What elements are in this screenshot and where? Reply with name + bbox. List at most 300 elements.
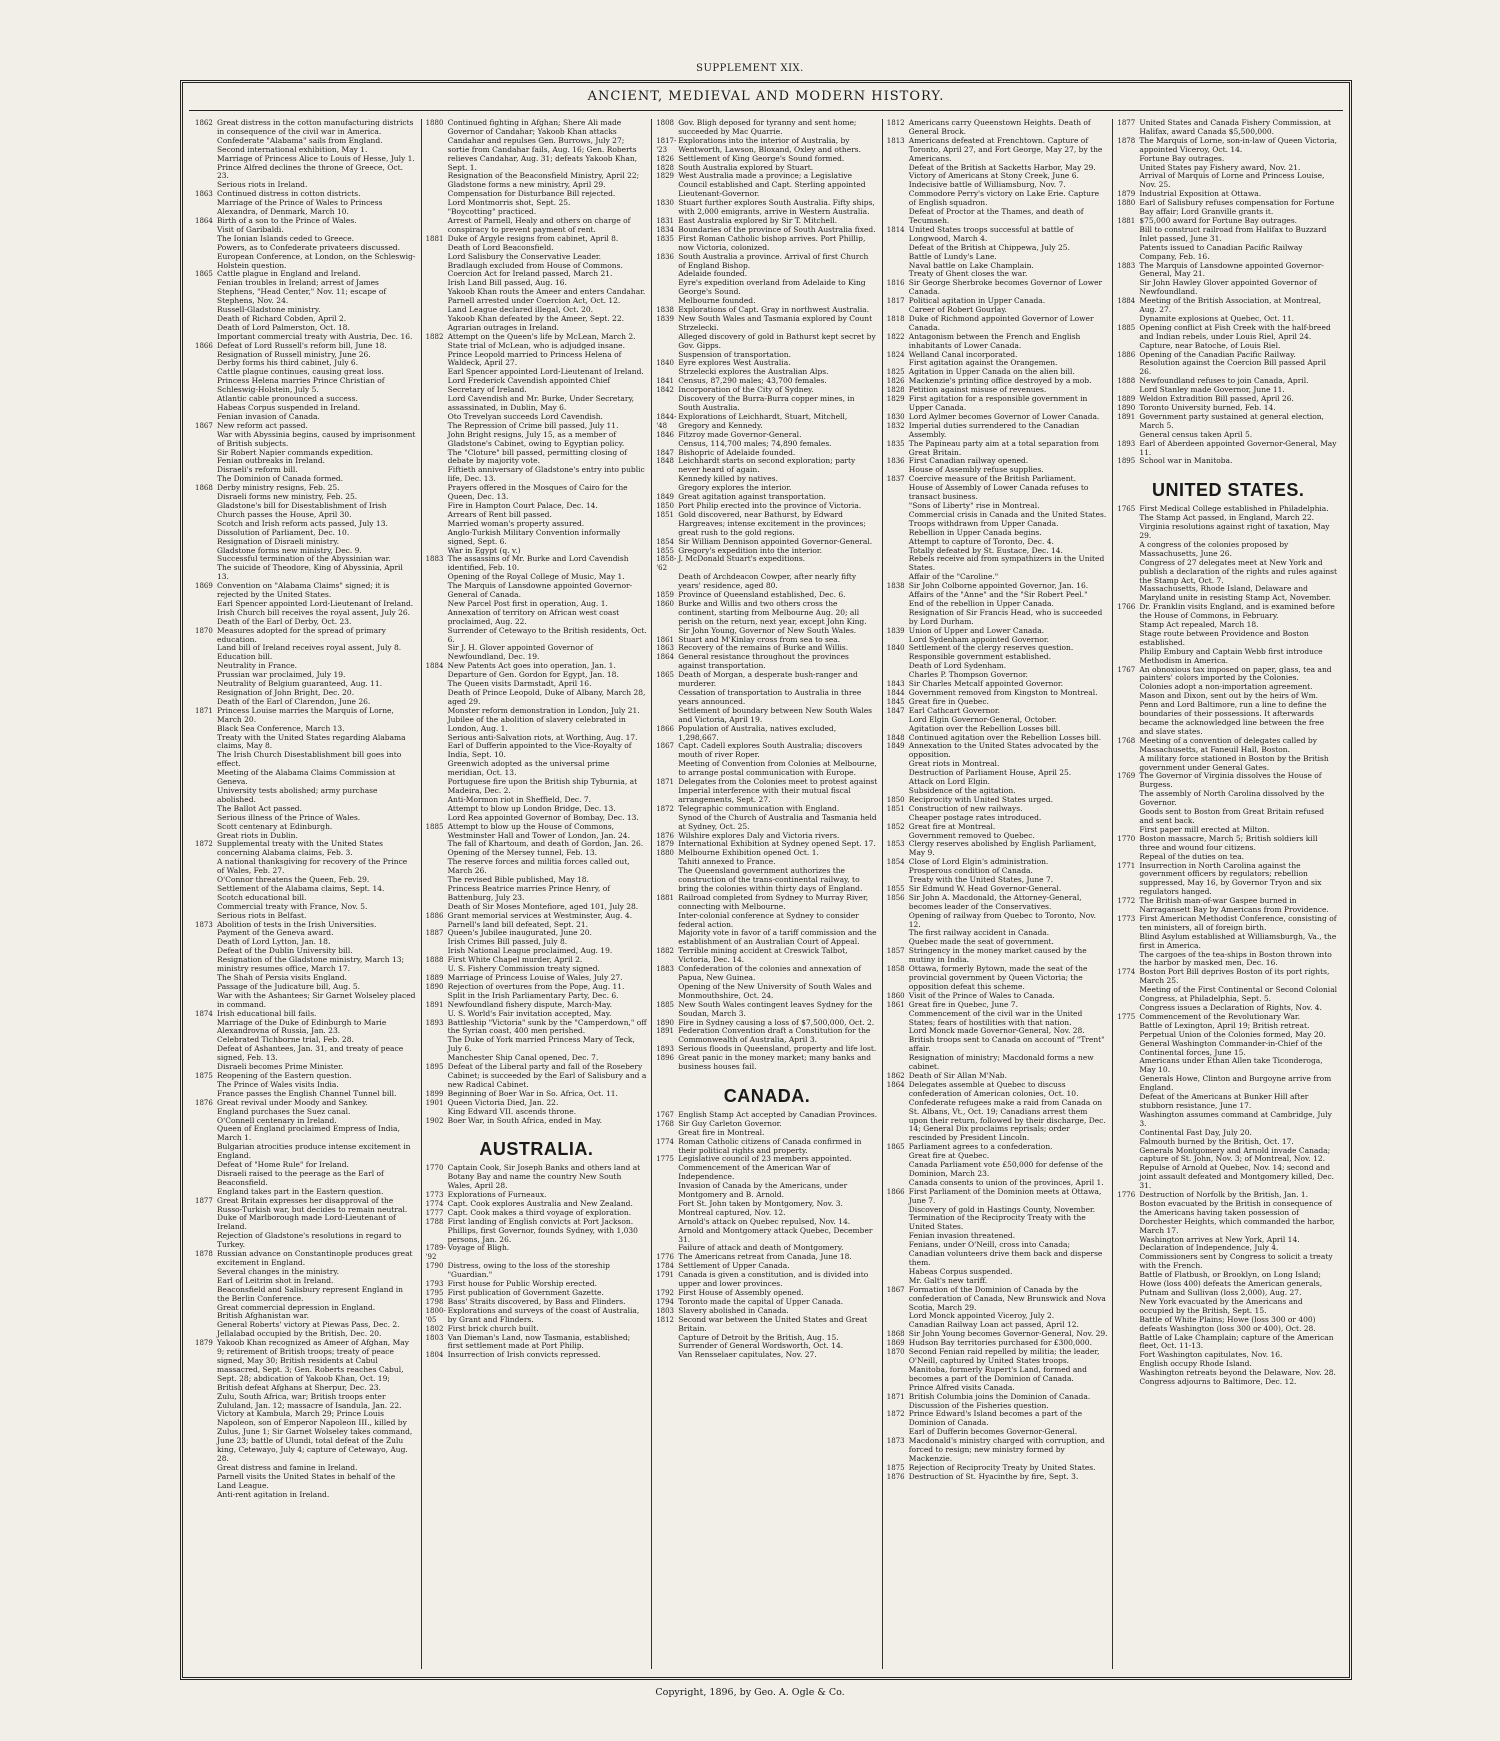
entry-year <box>426 351 448 369</box>
entry-year: 1834 <box>656 225 675 234</box>
history-entry <box>887 422 1109 440</box>
entry-text: Commencement of the civil war in the United States; fears of hostilities with that nation. <box>908 1008 1083 1027</box>
entry-text: Strzelecki explores the Australian Alps. <box>678 367 829 377</box>
entry-year <box>426 885 448 903</box>
entry-year: 1868 <box>195 484 213 493</box>
entry-text: Sir George Sherbroke becomes Governor of Lower Canada. <box>908 278 1103 297</box>
history-entry <box>656 413 878 431</box>
entry-year <box>195 502 217 520</box>
entry-text: Great fire at Montreal. <box>908 821 996 831</box>
entry-text: Serious illness of the Prince of Wales. <box>217 812 361 822</box>
entry-text: Fenian troubles in Ireland; arrest of James Stephens, "Head Center," Nov. 11; escape of Stephens, Nov. 24. <box>217 278 387 306</box>
entry-year <box>887 244 909 253</box>
entry-year <box>195 805 217 814</box>
entry-text: West Australia made a province; a Legislative Council established and Capt. Sterling appointed Lieutenant-Governor. <box>678 171 866 199</box>
entry-year <box>195 395 217 404</box>
entry-text: General Washington Commander-in-Chief of the Continental forces, June 15. <box>1139 1038 1323 1057</box>
entry-text: Defeat of "Home Rule" for Ireland. <box>217 1160 349 1170</box>
entry-text: Agitation in Upper Canada on the alien bill. <box>908 367 1075 377</box>
entry-year: 1850 <box>886 795 905 804</box>
entry-text: The Irish Church Disestablishment bill goes into effect. <box>217 750 402 769</box>
entry-year: 1767 <box>656 1110 675 1119</box>
history-entry <box>426 1117 648 1126</box>
entry-text: Great Britain expresses her disapproval of the Russo-Turkish war, but decides to remain neutral. <box>217 1195 408 1214</box>
entry-text: Settlement of King George's Sound formed. <box>678 153 845 163</box>
entry-text: Earl of Salisbury refuses compensation for Fortune Bay affair; Lord Granville grants it. <box>1139 198 1335 217</box>
entry-year <box>195 814 217 823</box>
entry-text: First Roman Catholic bishop arrives. Port Phillip, now Victoria, colonized. <box>678 233 866 252</box>
entry-text: Fort Washington capitulates, Nov. 16. <box>1139 1350 1283 1360</box>
entry-text: Settlement of the clergy reserves question. <box>908 643 1074 653</box>
entry-year <box>887 938 909 947</box>
entry-year <box>1117 826 1139 835</box>
entry-text: Gladstone's bill for Disestablishment of Irish Church passes the House, April 30. <box>217 500 387 519</box>
entry-text: Confederate refugees make a raid from Canada on St. Albans, Vt., Oct. 19; Canadians arrest them upon their return, followed by their discharge, Dec. 14; General Dix proclaims reprisals; order rescinded by President Lincoln. <box>908 1097 1106 1143</box>
history-entry <box>1117 1298 1339 1316</box>
entry-year: 1865 <box>195 270 213 279</box>
entry-year <box>195 618 217 627</box>
entry-year: 1813 <box>886 136 905 145</box>
entry-text: House of Assembly of Lower Canada refuses to transact business. <box>908 483 1089 502</box>
entry-year <box>887 520 909 529</box>
history-entry <box>1117 790 1339 808</box>
entry-year: 1872 <box>195 840 213 849</box>
entry-text: Captain Cook, Sir Joseph Banks and others land at Botany Bay and name the country New South Wales, April 28. <box>447 1163 641 1191</box>
history-entry <box>656 235 878 253</box>
entry-year <box>656 1342 678 1351</box>
history-entry <box>426 1351 648 1360</box>
history-entry <box>656 742 878 760</box>
entry-year <box>426 1054 448 1063</box>
entry-year: 1889 <box>425 974 444 982</box>
entry-text: Toronto made the capital of Upper Canada. <box>678 1296 844 1306</box>
entry-year <box>195 787 217 805</box>
entry-year <box>887 636 909 645</box>
entry-text: The assembly of North Carolina dissolved by the Governor. <box>1139 789 1325 808</box>
entry-year <box>656 440 678 449</box>
entry-text: Antagonism between the French and English inhabitants of Lower Canada. <box>908 331 1081 350</box>
entry-text: Scott centenary at Edinburgh. <box>217 821 333 831</box>
entry-year <box>426 431 448 449</box>
entry-year <box>426 413 448 422</box>
entry-year <box>195 306 217 315</box>
entry-text: Kennedy killed by natives. <box>678 474 778 484</box>
entry-text: Telegraphic communication with England. <box>678 803 840 813</box>
entry-text: Great fire in Montreal. <box>678 1127 765 1137</box>
entry-text: New South Wales contingent leaves Sydney for the Soudan, March 3. <box>678 999 873 1018</box>
entry-text: Land bill of Ireland receives royal assent, July 8. <box>217 643 402 653</box>
entry-text: Opening conflict at Fish Creek with the half-breed and Indian rebels, under Louis Riel, April 24. <box>1139 322 1331 341</box>
entry-text: Defeat of the Dublin University bill. <box>217 946 353 956</box>
entry-year: 1868 <box>886 1330 905 1339</box>
entry-year <box>887 778 909 787</box>
entry-text: Successful termination of the Abyssinian war. <box>217 554 391 564</box>
entry-text: Annexation of territory on African west coast proclaimed, Aug. 22. <box>447 607 620 626</box>
entry-text: Battle of Lexington, April 19; British retreat. <box>1139 1020 1310 1030</box>
entry-year: 1863 <box>656 644 675 653</box>
history-entry <box>887 555 1109 573</box>
history-entry <box>1117 951 1339 969</box>
entry-year <box>656 1164 678 1182</box>
entry-text: First paper mill erected at Milton. <box>1139 824 1270 834</box>
entry-year <box>1117 933 1139 951</box>
entry-year <box>1117 523 1139 541</box>
entry-year <box>1117 1378 1139 1387</box>
entry-year: 1774 <box>1117 968 1136 977</box>
entry-year: 1878 <box>195 1250 213 1259</box>
entry-year: 1788 <box>425 1217 444 1226</box>
entry-year <box>656 1129 678 1138</box>
history-entry <box>426 529 648 547</box>
entry-year <box>195 1143 217 1161</box>
history-entry <box>426 778 648 796</box>
entry-text: Serious floods in Queensland, property and life lost. <box>678 1044 877 1054</box>
history-entry <box>887 947 1109 965</box>
section-heading: UNITED STATES. <box>1152 480 1305 501</box>
entry-text: Sir John Hawley Glover appointed Governor of Newfoundland. <box>1139 278 1317 297</box>
entry-year <box>887 1036 909 1054</box>
history-entry <box>656 947 878 965</box>
entry-text: $75,000 award for Fortune Bay outrages. <box>1139 215 1298 225</box>
history-entry <box>887 226 1109 244</box>
entry-year: 1768 <box>1117 736 1136 745</box>
history-entry <box>195 199 417 217</box>
entry-text: Irish National League proclaimed, Aug. 19. <box>447 946 613 956</box>
history-entry <box>426 1227 648 1245</box>
history-entry <box>1117 755 1339 773</box>
entry-text: Boston evacuated by the British in consequence of the Americans having taken possession of Dorchester Heights, which commanded the harbor, March 17. <box>1139 1198 1335 1235</box>
entry-text: Lord Frederick Cavendish appointed Chief Secretary of Ireland. <box>447 376 611 395</box>
entry-year <box>656 912 678 930</box>
entry-year: 1902 <box>425 1116 444 1125</box>
entry-year: 1872 <box>656 804 675 813</box>
entry-text: Sir William Dennison appointed Governor-General. <box>678 536 873 546</box>
entry-year <box>195 333 217 342</box>
entry-text: Opening of the Mersey tunnel, Feb. 13. <box>447 848 598 858</box>
entry-year <box>426 1010 448 1019</box>
entry-year <box>887 1206 909 1215</box>
entry-text: Welland Canal incorporated. <box>908 349 1018 359</box>
entry-year: 1845 <box>886 697 905 706</box>
entry-text: Gladstone forms new ministry, Dec. 9. <box>217 545 362 555</box>
entry-text: Death of Richard Cobden, April 2. <box>217 313 347 323</box>
entry-year: 1803 <box>656 1306 675 1315</box>
entry-text: Reopening of the Eastern question. <box>217 1070 352 1080</box>
entry-year <box>887 1232 909 1241</box>
entry-text: Sir Guy Carleton Governor. <box>678 1118 782 1128</box>
entry-year <box>195 359 217 368</box>
entry-year: 1880 <box>656 849 675 858</box>
entry-text: Repeal of the duties on tea. <box>1139 851 1245 861</box>
entry-text: Scotch educational bill. <box>217 892 307 902</box>
entry-text: Great distress and famine in Ireland. <box>217 1462 358 1472</box>
entry-year <box>426 377 448 395</box>
entry-text: Parliament agrees to a confederation. <box>908 1142 1053 1152</box>
history-entry <box>1117 1334 1339 1352</box>
entry-year: 1767 <box>1117 665 1136 674</box>
entry-year <box>426 582 448 600</box>
history-entry <box>426 582 648 600</box>
entry-year <box>195 1081 217 1090</box>
history-entry <box>1117 413 1339 431</box>
entry-year <box>195 475 217 484</box>
entry-text: Confederation of the colonies and annexation of Papua, New Guinea. <box>678 964 861 982</box>
entry-text: Fenian outbreaks in Ireland. <box>217 456 326 466</box>
entry-text: Generals Montgomery and Arnold invade Canada; capture of St. John, Nov. 3; of Montreal, Nov. 12. Repulse of Arnold at Quebec, Nov. 14; second and joint assault defeated and Montgomery killed, Dec. 31. <box>1139 1145 1335 1191</box>
entry-text: Commissioners sent by Congress to solicit a treaty with the French. <box>1139 1252 1333 1271</box>
history-entry <box>426 742 648 760</box>
entry-year <box>195 1491 217 1500</box>
history-entry <box>195 751 417 769</box>
entry-text: Totally defeated by St. Eustace, Dec. 14. <box>908 545 1063 555</box>
entry-year <box>1117 630 1139 648</box>
history-entry <box>426 609 648 627</box>
history-entry <box>1117 440 1339 458</box>
entry-text: Neutrality of Belgium guaranteed, Aug. 11. <box>217 679 383 689</box>
entry-year: 1793 <box>425 1280 444 1289</box>
entry-text: Sir John Young becomes Governor-General, Nov. 29. <box>908 1329 1108 1339</box>
entry-text: Massachusetts, Rhode Island, Delaware and Maryland unite in resisting Stamp Act, November. <box>1139 584 1331 603</box>
entry-text: Resignation of the Beaconsfield Ministry, April 22; Gladstone forms a new ministry, April 29. <box>447 171 640 190</box>
entry-text: Sir Robert Napier commands expedition. <box>217 447 374 457</box>
entry-text: Bishopric of Adelaide founded. <box>678 447 796 457</box>
entry-year <box>1117 648 1139 666</box>
entry-year <box>426 992 448 1001</box>
entry-text: Insurrection of Irish convicts repressed. <box>447 1350 601 1360</box>
entry-year: 1776 <box>656 1253 675 1262</box>
entry-text: Black Sea Conference, March 13. <box>217 723 345 733</box>
entry-text: State trial of McLean, who is adjudged insane. <box>447 340 625 350</box>
history-entry <box>656 315 878 333</box>
entry-year: 1891 <box>656 1027 675 1036</box>
entry-text: Duke of Marlborough made Lord-Lieutenant of Ireland. <box>217 1213 396 1232</box>
entry-text: Coercion Act for Ireland passed, March 21. <box>447 269 613 279</box>
entry-year <box>426 502 448 511</box>
history-entry <box>1117 1111 1339 1129</box>
entry-year: 1853 <box>886 840 905 849</box>
entry-year <box>195 155 217 164</box>
entry-text: Charles P. Thompson Governor. <box>908 670 1028 680</box>
entry-text: Opening of the Canadian Pacific Railway. <box>1139 349 1296 359</box>
entry-text: Rejection of Reciprocity Treaty by United States. <box>908 1462 1096 1472</box>
entry-year: 1838 <box>886 582 905 591</box>
entry-text: Education bill. <box>217 652 273 662</box>
column-5 <box>1113 119 1343 1669</box>
entry-year: 1836 <box>886 457 905 466</box>
entry-text: First brick church built. <box>447 1323 539 1333</box>
entry-year <box>887 1402 909 1411</box>
entry-text: Fort St. John taken by Montgomery, Nov. 3. <box>678 1198 843 1208</box>
entry-text: Discussion of the Fisheries question. <box>908 1400 1049 1410</box>
entry-year <box>195 137 217 146</box>
entry-year <box>887 600 909 609</box>
entry-text: Goods sent to Boston from Great Britain refused and sent back. <box>1139 807 1325 825</box>
entry-year: 1839 <box>886 626 905 635</box>
entry-text: Mackenzie's printing office destroyed by a mob. <box>908 376 1092 386</box>
entry-year <box>1117 172 1139 190</box>
entry-year: 1867 <box>656 742 675 751</box>
entry-text: Opening of the New University of South Wales and Monmouthshire, Oct. 24. <box>678 981 872 1000</box>
entry-text: Great riots in Dublin. <box>217 830 298 840</box>
history-entry <box>1117 297 1339 315</box>
entry-year <box>195 279 217 306</box>
entry-text: Eyre's expedition overland from Adelaide to King George's Sound. <box>678 278 866 297</box>
column-1 <box>191 119 422 1669</box>
entry-text: Blind Asylum established at Williamsburgh, Va., the first in America. <box>1139 931 1337 950</box>
entry-year: 1871 <box>195 706 213 715</box>
entry-year: 1826 <box>656 154 675 163</box>
history-entry <box>887 840 1109 858</box>
history-entry <box>426 1244 648 1262</box>
entry-year <box>887 1366 909 1384</box>
entry-text: First American Methodist Conference, consisting of ten ministers, all of foreign birth. <box>1139 913 1337 932</box>
entry-text: Arrival of Marquis of Lorne and Princess Louise, Nov. 25. <box>1139 171 1325 190</box>
entry-year: 1883 <box>425 555 444 564</box>
entry-year <box>887 1268 909 1277</box>
history-entry <box>656 689 878 707</box>
entry-year <box>1117 1031 1139 1040</box>
entry-text: Death of Morgan, a desperate bush-ranger and murderer. <box>678 670 858 689</box>
entry-text: Gold discovered, near Bathurst, by Edward Hargreaves; intense excitement in the provinces; great rush to the gold regions. <box>678 509 866 537</box>
entry-year: 1858 <box>886 965 905 974</box>
history-entry <box>656 1316 878 1334</box>
entry-year <box>426 778 448 796</box>
entry-text: Death of Lord Lytton, Jan. 18. <box>217 937 331 947</box>
history-entry <box>887 1054 1109 1072</box>
entry-text: Princess Helena marries Prince Christian of Schleswig-Holstein, July 5. <box>217 376 385 395</box>
entry-year <box>426 520 448 529</box>
entry-text: Passage of the Judicature bill, Aug. 5. <box>217 981 361 991</box>
entry-year <box>426 172 448 190</box>
entry-year <box>887 573 909 582</box>
entry-year <box>887 181 909 190</box>
entry-year: 1854 <box>886 858 905 867</box>
entry-text: Mr. Galt's new tariff. <box>908 1275 988 1285</box>
entry-text: Settlement of Upper Canada. <box>678 1261 790 1271</box>
entry-year: 1881 <box>656 893 675 902</box>
entry-text: Second war between the United States and Great Britain. <box>678 1314 868 1333</box>
entry-text: Attempt to capture of Toronto, Dec. 4. <box>908 536 1054 546</box>
entry-year <box>195 983 217 992</box>
entry-text: Serious riots in Belfast. <box>217 910 307 920</box>
entry-text: Queen's Jubilee inaugurated, June 20. <box>447 928 592 938</box>
entry-text: War in Egypt (q. v.) <box>447 545 521 555</box>
entry-text: Failure of attack and death of Montgomery. <box>678 1243 844 1253</box>
entry-text: Defeat of the British at Sacketts Harbor, May 29. <box>908 162 1096 172</box>
entry-year <box>426 288 448 297</box>
entry-year: 1829 <box>656 172 675 181</box>
history-entry <box>887 1348 1109 1366</box>
entry-text: Great fire in Quebec, June 7. <box>908 999 1018 1009</box>
history-entry <box>426 351 648 369</box>
history-entry <box>426 172 648 190</box>
entry-text: Meeting of the Alabama Claims Commission at Geneva. <box>217 768 396 787</box>
entry-text: Treaty with the United States regarding Alabama claims, May 8. <box>217 732 406 751</box>
entry-year: 1802 <box>425 1324 444 1333</box>
entry-text: Greenwich adopted as the universal prime meridian, Oct. 13. <box>447 759 610 778</box>
entry-year <box>195 689 217 698</box>
entry-year: 1842 <box>656 386 675 395</box>
entry-year <box>1117 692 1139 737</box>
entry-year <box>426 279 448 288</box>
history-entry <box>887 1437 1109 1464</box>
entry-text: Explorations of Leichhardt, Stuart, Mitchell, Gregory and Kennedy. <box>678 411 848 430</box>
entry-year: 1867 <box>886 1285 905 1294</box>
entry-year <box>426 262 448 271</box>
entry-year <box>195 529 217 538</box>
entry-year <box>195 903 217 912</box>
entry-year: 1838 <box>656 306 675 315</box>
entry-text: Americans defeated at Frenchtown. Capture of Toronto, April 27, and Fort George, May 27, by the Americans. <box>908 135 1103 163</box>
history-entry <box>195 1214 417 1232</box>
entry-text: Duke of Richmond appointed Governor of Lower Canada. <box>908 313 1094 332</box>
entry-text: Stage route between Providence and Boston established. <box>1139 628 1309 647</box>
column-3 <box>652 119 883 1669</box>
entry-text: Adelaide founded. <box>678 269 748 279</box>
entry-year <box>1117 790 1139 808</box>
entry-year <box>426 199 448 208</box>
history-entry <box>656 983 878 1001</box>
entry-text: Americans carry Queenstown Heights. Death of General Brock. <box>908 119 1091 136</box>
history-entry <box>887 609 1109 627</box>
entry-text: Lord Sydenham appointed Governor. <box>908 634 1050 644</box>
entry-year <box>195 368 217 377</box>
history-entry <box>426 885 648 903</box>
entry-text: Treaty of Ghent closes the war. <box>908 269 1028 279</box>
entry-year: 1855 <box>886 884 905 893</box>
columns-container <box>191 119 1343 1669</box>
entry-text: Disraeli's reform bill. <box>217 465 298 475</box>
history-entry <box>1117 1316 1339 1334</box>
entry-text: Visit of the Prince of Wales to Canada. <box>908 990 1055 1000</box>
history-entry <box>195 1473 417 1491</box>
entry-year: 1766 <box>1117 603 1136 612</box>
entry-year <box>195 671 217 680</box>
history-entry <box>1117 666 1339 684</box>
entry-text: Destruction of Norfolk by the British, Jan. 1. <box>1139 1190 1309 1200</box>
entry-year <box>887 1161 909 1179</box>
entry-text: Meeting of the British Association, at Montreal, Aug. 27. <box>1139 296 1322 315</box>
entry-year: 1835 <box>656 234 675 243</box>
entry-text: Beaconsfield and Salisbury represent England in the Berlin Conference. <box>217 1284 404 1303</box>
entry-year <box>656 1209 678 1218</box>
entry-text: Portuguese fire upon the British ship Tyburnia, at Madeira, Dec. 2. <box>447 777 638 795</box>
entry-text: Yakoob Khan routs the Ameer and enters Candahar. <box>447 287 646 297</box>
entry-text: Petition against misuse of revenues. <box>908 385 1047 395</box>
entry-text: The Queen visits Darmstadt, April 16. <box>447 679 592 689</box>
entry-year <box>1117 1298 1139 1316</box>
entry-year <box>195 992 217 1010</box>
entry-year <box>656 484 678 493</box>
entry-year <box>656 270 678 279</box>
entry-year: 1800-'05 <box>425 1306 446 1324</box>
entry-text: Union of Upper and Lower Canada. <box>908 625 1045 635</box>
entry-year: 1822 <box>886 332 905 341</box>
history-entry <box>887 440 1109 458</box>
entry-text: Generals Howe, Clinton and Burgoyne arrive from England. <box>1139 1074 1332 1093</box>
entry-year <box>195 1214 217 1232</box>
history-entry <box>656 511 878 538</box>
entry-text: The Ballot Act passed. <box>217 803 302 813</box>
entry-year: 1770 <box>425 1164 444 1173</box>
entry-text: First Canadian railway opened. <box>908 456 1029 466</box>
entry-text: Scotch and Irish reform acts passed, July 13. <box>217 518 388 528</box>
entry-year <box>1117 585 1139 603</box>
entry-text: Second international exhibition, May 1. <box>217 144 368 154</box>
history-entry <box>887 1081 1109 1099</box>
history-entry <box>1117 559 1339 586</box>
entry-year <box>195 244 217 253</box>
